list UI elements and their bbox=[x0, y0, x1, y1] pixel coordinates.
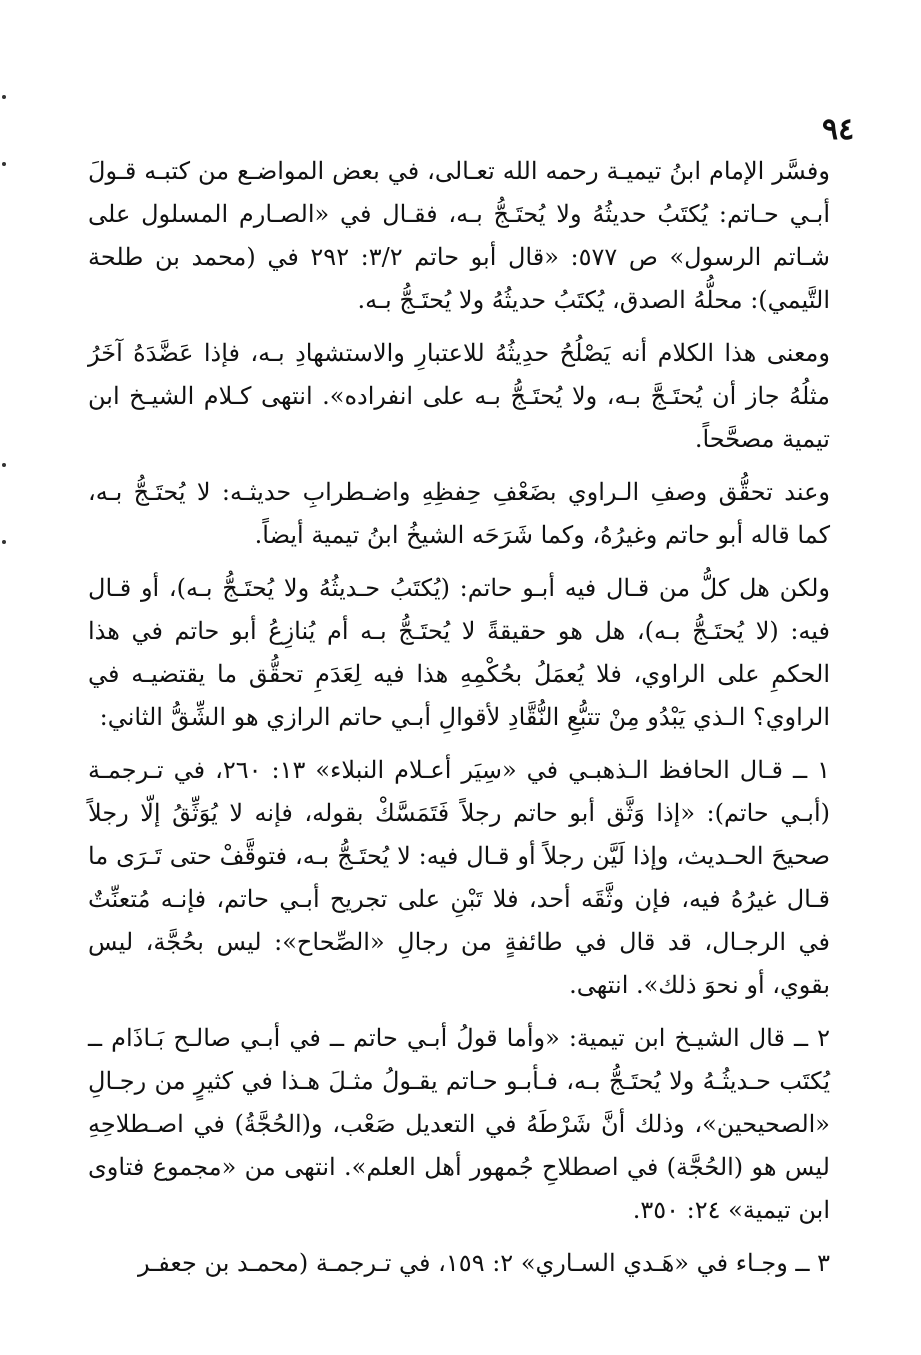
page-body bbox=[88, 150, 830, 1285]
paragraph-3: وعند تحقُّق وصفِ الـراوي بضَعْفِ حِفظِهِ واضـطرابِ حديثـه: لا يُحتَـجُّ بـه، كما قاله أبو حاتم وغيرُهُ، وكما شَرَحَه الشيخُ ابنُ تيمية أيضاً. bbox=[88, 478, 830, 549]
paragraph-6: ٢ ــ قال الشيـخ ابن تيمية: «وأما قولُ أبـي حاتم ــ في أبـي صالـح بَـاذَام ــ يُكتَب حـديثُـهُ ولا يُحتَـجُّ بـه، فـأبـو حـاتم يقـولُ مثـلَ هـذا في كثيرٍ من رجـالِ «الصحيحين»، وذلك أنَّ شَرْطَهُ في التعديل صَعْب، و(الحُجَّةُ) في اصـطلاحِهِ ليس هو (الحُجَّة) في اصطلاحِ جُمهور أهل العلم». انتهى من «مجموع فتاوى ابن تيمية» ٢٤: ٣٥٠. bbox=[88, 1024, 831, 1224]
scan-mark bbox=[2, 162, 6, 166]
paragraph-2: ومعنى هذا الكلام أنه يَصْلُحُ حدِيثُهُ للاعتبارِ والاستشهادِ بـه، فإذا عَضَّدَهُ آخَرُ مثلُهُ جاز أن يُحتَـجَّ بـه، ولا يُحتَـجُّ بـه على انفراده». انتهى كـلام الشيـخ ابن تيمية مصحَّحاً. bbox=[88, 339, 830, 453]
paragraph-7: ٣ ــ وجـاء في «هَـدي السـاري» ٢: ١٥٩، في تـرجمـة (محمـد بن جعفـر bbox=[137, 1249, 830, 1277]
scan-mark bbox=[2, 95, 6, 99]
scan-mark bbox=[2, 540, 6, 544]
paragraph-1: وفسَّر الإمام ابنُ تيميـة رحمه الله تعـالى، في بعض المواضـع من كتبـه قـولَ أبـي حـاتم: يُكتَبُ حديثُهُ ولا يُحتَـجُّ بـه، فقـال في «الصـارم المسلول على شـاتم الرسول» ص ٥٧٧: «قال أبو حاتم ٣/٢: ٢٩٢ في (محمد بن طلحة التَّيمي): محلُّهُ الصدق، يُكتَبُ حديثُهُ ولا يُحتَـجُّ بـه. bbox=[88, 157, 831, 314]
paragraph-5: ١ ــ قـال الحافظ الـذهبـي في «سِيَر أعـلام النبلاء» ١٣: ٢٦٠، في تـرجمـة (أبـي حاتم): «إذا وَثَّق أبو حاتم رجلاً فَتَمَسَّكْ بقوله، فإنه لا يُوَثِّقُ إلّا رجلاً صحيحَ الحـديث، وإذا لَيَّن رجلاً أو قـال فيه: لا يُحتَـجُّ بـه، فتوقَّفْ حتى تَـرَى ما قـال غيرُهُ فيه، فإن وثَّقَه أحد، فلا تَبْنِ على تجريح أبـي حاتم، فإنـه مُتعنِّتٌ في الرجـال، قد قال في طائفةٍ من رجالِ «الصِّحاح»: ليس بحُجَّة، ليس بقوي، أو نحوَ ذلك». انتهى. bbox=[88, 756, 831, 999]
page-number: ٩٤ bbox=[822, 112, 855, 147]
scan-mark bbox=[2, 463, 6, 467]
paragraph-4: ولكن هل كلُّ من قـال فيه أبـو حاتم: (يُكتَبُ حـديثُهُ ولا يُحتَـجُّ بـه)، أو قـال فيه: (لا يُحتَـجُّ بـه)، هل هو حقيقةً لا يُحتَـجُّ بـه أم يُنازِعُ أبو حاتم في هذا الحكمِ على الراوي، فلا يُعمَلُ بحُكْمِهِ هذا فيه لِعَدَمِ تحقُّق ما يقتضيـه في الراوي؟ الـذي يَبْدُو مِنْ تتبُّعِ النُّقَّادِ لأقوالِ أبـي حاتم الرازي هو الشِّقُّ الثاني: bbox=[88, 574, 830, 731]
